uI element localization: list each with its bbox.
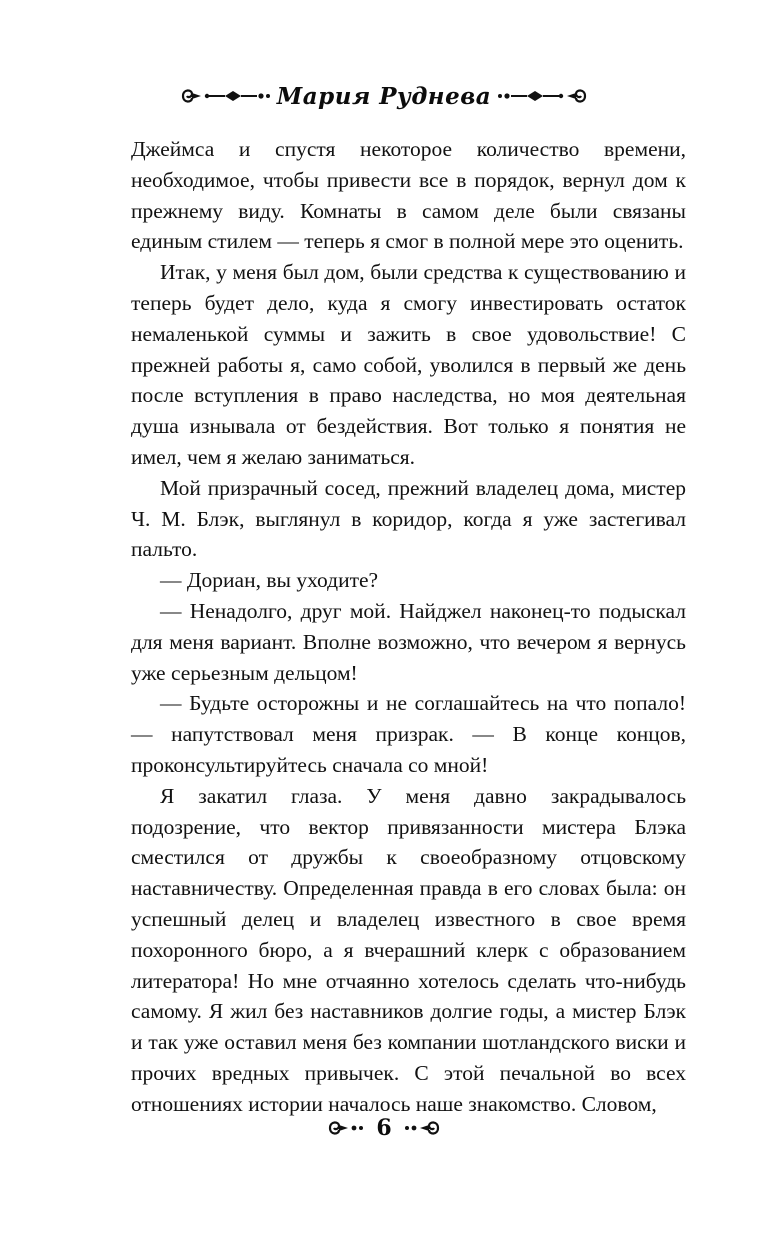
dialogue-line: — Ненадолго, друг мой. Найджел наконец-то подыскал для меня вариант. Вполне возможно, что вечером я вернусь уже серьезным дельцом! bbox=[131, 598, 686, 685]
page-footer bbox=[0, 1109, 768, 1147]
author-name: Мария Руднева bbox=[276, 82, 492, 110]
body-text bbox=[131, 134, 686, 1120]
footer-left-ornament-icon bbox=[326, 1116, 366, 1140]
header-left-ornament-icon bbox=[179, 84, 271, 108]
running-header bbox=[0, 76, 768, 116]
header-right-ornament-icon bbox=[497, 84, 589, 108]
paragraph: Итак, у меня был дом, были средства к существованию и теперь будет дело, куда я смогу инвестировать остаток немаленькой суммы и зажить в свое удовольствие! С прежней работы я, само собой, уволился в первый же день после вступления в право наследства, но моя деятельная душа изнывала от бездействия. Вот только я понятия не имел, чем я желаю заниматься. bbox=[131, 260, 686, 469]
dialogue-line: — Будьте осторожны и не соглашайтесь на что попало! — напутствовал меня призрак. — В конце концов, проконсультируйтесь сначала со мной! bbox=[131, 691, 686, 777]
page-number: 6 bbox=[376, 1115, 392, 1141]
footer-right-ornament-icon bbox=[402, 1116, 442, 1140]
paragraph: Я закатил глаза. У меня давно закрадывалось подозрение, что вектор привязанности мистера Блэка сместился от дружбы к своеобразному отцовскому наставничеству. Определенная правда в его словах была: он успешный делец и владелец известного в свое время похоронного бюро, а я вчерашний клерк с образованием литератора! Но мне отчаянно хотелось сделать что-нибудь самому. Я жил без наставников долгие годы, а мистер Блэк и так уже оставил меня без компании шотландского виски и прочих вредных привычек. С этой печальной во всех отношениях истории началось наше знакомство. Словом, bbox=[131, 783, 686, 1116]
dialogue-line: — Дориан, вы уходите? bbox=[160, 568, 379, 593]
paragraph: Джеймса и спустя некоторое количество времени, необходимое, чтобы привести все в порядок, вернул дом к прежнему виду. Комнаты в самом деле были связаны единым стилем — теперь я смог в полной мере это оценить. bbox=[131, 137, 686, 254]
paragraph: Мой призрачный сосед, прежний владелец дома, мистер Ч. М. Блэк, выглянул в коридор, когда я уже застегивал пальто. bbox=[131, 475, 686, 562]
